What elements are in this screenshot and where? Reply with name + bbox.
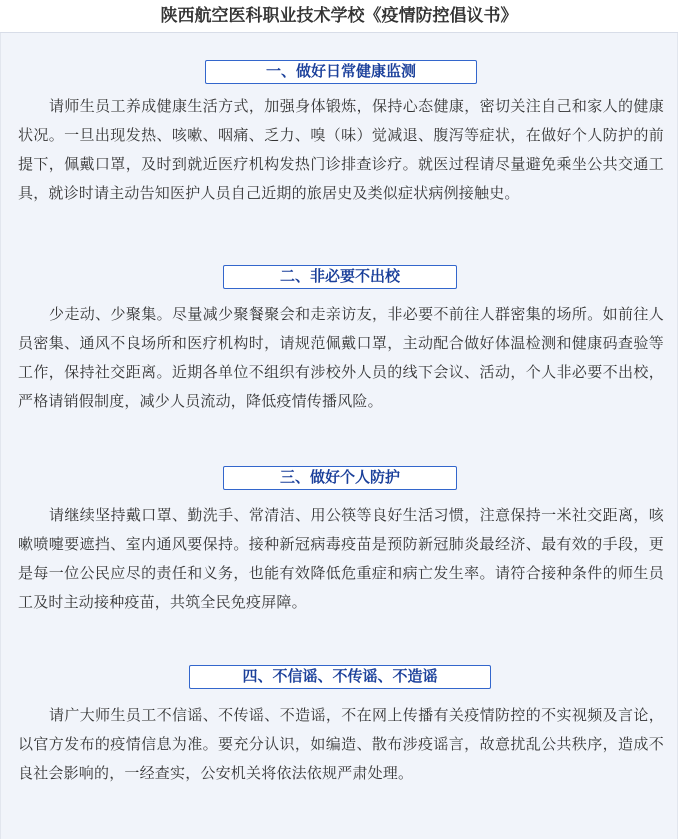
section-1-heading: 一、做好日常健康监测 xyxy=(205,60,477,84)
page-title: 陕西航空医科职业技术学校《疫情防控倡议书》 xyxy=(0,0,678,33)
content-panel xyxy=(0,33,678,839)
section-2-heading: 二、非必要不出校 xyxy=(223,265,457,289)
section-2-body: 少走动、少聚集。尽量减少聚餐聚会和走亲访友，非必要不前往人群密集的场所。如前往人员密集、通风不良场所和医疗机构时，请规范佩戴口罩，主动配合做好体温检测和健康码查验等工作，保持社交距离。近期各单位不组织有涉校外人员的线下会议、活动，个人非必要不出校，严格请销假制度，减少人员流动，降低疫情传播风险。 xyxy=(18,305,664,410)
section-4-heading: 四、不信谣、不传谣、不造谣 xyxy=(189,665,491,689)
section-1-body: 请师生员工养成健康生活方式，加强身体锻炼，保持心态健康，密切关注自己和家人的健康状况。一旦出现发热、咳嗽、咽痛、乏力、嗅（味）觉减退、腹泻等症状，在做好个人防护的前提下，佩戴口罩，及时到就近医疗机构发热门诊排查诊疗。就医过程请尽量避免乘坐公共交通工具，就诊时请主动告知医护人员自己近期的旅居史及类似症状病例接触史。 xyxy=(18,97,664,202)
section-4-body: 请广大师生员工不信谣、不传谣、不造谣，不在网上传播有关疫情防控的不实视频及言论，以官方发布的疫情信息为准。要充分认识，如编造、散布涉疫谣言，故意扰乱公共秩序，造成不良社会影响的，一经查实，公安机关将依法依规严肃处理。 xyxy=(18,706,664,782)
section-3-body: 请继续坚持戴口罩、勤洗手、常清洁、用公筷等良好生活习惯，注意保持一米社交距离，咳嗽喷嚏要遮挡、室内通风要保持。接种新冠病毒疫苗是预防新冠肺炎最经济、最有效的手段，更是每一位公民应尽的责任和义务，也能有效降低危重症和病亡发生率。请符合接种条件的师生员工及时主动接种疫苗，共筑全民免疫屏障。 xyxy=(18,506,664,611)
section-3-heading: 三、做好个人防护 xyxy=(223,466,457,490)
